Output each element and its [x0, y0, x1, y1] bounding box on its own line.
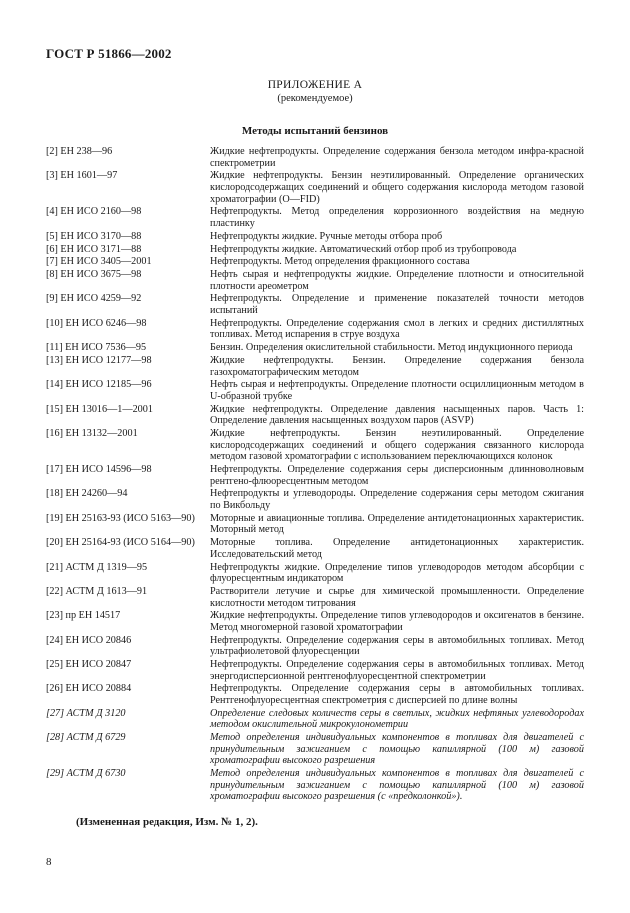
- reference-number: [25] ЕН ИСО 20847: [46, 659, 132, 671]
- reference-title: Нефтепродукты жидкие. Определение типов углеводородов методом абсорбции с флуоресцентным индикатором: [210, 561, 584, 585]
- reference-row: [46, 256, 584, 268]
- reference-row: [46, 404, 584, 427]
- reference-title: Моторные и авиационные топлива. Определение антидетонационных характеристик. Моторный метод: [210, 512, 584, 536]
- reference-title: Метод определения индивидуальных компонентов в топливах для двигателей с принудительным зажиганием с помощью капиллярной (100 м) газовой хроматографии высокого разрешения: [210, 732, 584, 767]
- appendix-subtitle: (рекомендуемое): [277, 93, 353, 104]
- reference-row: [46, 768, 584, 803]
- reference-title: Жидкие нефтепродукты. Определение содержания бензола методом инфра-красной спектрометрии: [210, 146, 584, 169]
- reference-number: [22] АСТМ Д 1613—91: [46, 585, 148, 597]
- reference-title: Определение следовых количеств серы в светлых, жидких нефтяных углеводородах методом окислительной микрокулонометрии: [210, 707, 584, 731]
- reference-row: [46, 428, 584, 463]
- reference-title: Нефтепродукты и углеводороды. Определение содержания серы методом сжигания по Викбольду: [210, 488, 584, 512]
- reference-number: [2] ЕН 238—96: [46, 146, 113, 157]
- reference-row: [46, 708, 584, 731]
- page-number: 8: [46, 856, 52, 868]
- reference-row: [46, 318, 584, 341]
- reference-title: Жидкие нефтепродукты. Определение типов углеводородов и оксигенатов в бензине. Метод многомерной газовой хроматографии: [210, 610, 584, 633]
- section-title: Методы испытаний бензинов: [241, 125, 389, 137]
- reference-title: Жидкие нефтепродукты. Бензин неэтилированный. Определение органических кислородсодержащих соединений и общего содержания кислорода методом газовой хроматографии (O—FID): [210, 170, 584, 205]
- reference-number: [21] АСТМ Д 1319—95: [46, 561, 148, 573]
- reference-number: [8] ЕН ИСО 3675—98: [46, 269, 142, 281]
- reference-number: [23] пр ЕН 14517: [46, 610, 121, 622]
- reference-title: Нефтепродукты. Метод определения фракционного состава: [210, 256, 470, 268]
- reference-number: [9] ЕН ИСО 4259—92: [46, 293, 142, 305]
- reference-title: Нефтепродукты жидкие. Ручные методы отбора проб: [210, 230, 443, 242]
- reference-number: [26] ЕН ИСО 20884: [46, 683, 132, 695]
- reference-number: [27] АСТМ Д 3120: [46, 707, 126, 719]
- reference-title: Жидкие нефтепродукты. Определение давления насыщенных паров. Часть 1: Определение давления насыщенных воздухом паров (ASVP): [210, 403, 584, 427]
- reference-number: [19] ЕН 25163-93 (ИСО 5163—90): [46, 512, 195, 524]
- reference-title: Нефтепродукты. Метод определения коррозионного воздействия на медную пластинку: [210, 206, 584, 229]
- reference-title: Метод определения индивидуальных компонентов в топливах для двигателей с принудительным зажиганием с помощью капиллярной (100 м) газовой хроматографии высокого разрешения (с «предколонкой»).: [210, 768, 584, 803]
- reference-number: [29] АСТМ Д 6730: [46, 768, 126, 780]
- reference-number: [15] ЕН 13016—1—2001: [46, 403, 153, 415]
- reference-row: [46, 659, 584, 682]
- reference-number: [28] АСТМ Д 6729: [46, 732, 126, 744]
- reference-row: [46, 206, 584, 229]
- reference-number: [10] ЕН ИСО 6246—98: [46, 317, 147, 329]
- reference-row: [46, 488, 584, 511]
- reference-number: [4] ЕН ИСО 2160—98: [46, 206, 142, 218]
- reference-number: [6] ЕН ИСО 3171—88: [46, 243, 142, 255]
- reference-title: Моторные топлива. Определение антидетонационных характеристик. Исследовательский метод: [210, 537, 584, 560]
- reference-title: Жидкие нефтепродукты. Бензин неэтилированный. Определение кислородсодержащих соединений и общего содержания связанного кислорода методом газовой хроматографии с использованием переключающихся колонок: [210, 428, 584, 463]
- reference-title: Нефтепродукты. Определение содержания серы в автомобильных топливах. Метод энергодисперсионной рентгенофлуоресцентной спектрометрии: [210, 659, 584, 682]
- reference-row: [46, 244, 584, 256]
- reference-number: [20] ЕН 25164-93 (ИСО 5164—90): [46, 537, 195, 549]
- reference-title: Нефть сырая и нефтепродукты жидкие. Определение плотности и относительной плотности ареометром: [210, 269, 584, 292]
- reference-number: [3] ЕН 1601—97: [46, 170, 118, 182]
- reference-row: [46, 269, 584, 292]
- reference-title: Растворители летучие и сырье для химической промышленности. Определение кислотности методом титрования: [210, 585, 584, 609]
- reference-row: [46, 562, 584, 585]
- reference-row: [46, 537, 584, 560]
- reference-row: [46, 231, 584, 243]
- reference-title: Нефтепродукты. Определение содержания серы дисперсионным длинноволновым рентгено-флюоресцентным методом: [210, 464, 584, 487]
- reference-row: [46, 342, 584, 354]
- reference-title: Бензин. Определения окислительной стабильности. Метод индукционного периода: [210, 342, 573, 354]
- reference-number: [24] ЕН ИСО 20846: [46, 634, 132, 646]
- reference-row: [46, 683, 584, 706]
- appendix-title: ПРИЛОЖЕНИЕ А: [267, 79, 363, 91]
- reference-number: [11] ЕН ИСО 7536—95: [46, 342, 147, 354]
- reference-title: Нефтепродукты. Определение содержания серы в автомобильных топливах. Рентгенофлуоресцентная спектрометрия с дисперсией по длине волны: [210, 683, 584, 707]
- reference-number: [13] ЕН ИСО 12177—98: [46, 354, 152, 366]
- reference-row: [46, 293, 584, 316]
- document-header: ГОСТ Р 51866—2002: [46, 46, 172, 61]
- reference-number: [16] ЕН 13132—2001: [46, 428, 138, 440]
- reference-title: Нефтепродукты. Определение содержания серы в автомобильных топливах. Метод ультрафиолетовой флуоресценции: [210, 634, 584, 658]
- reference-row: [46, 610, 584, 633]
- reference-row: [46, 355, 584, 378]
- reference-row: [46, 635, 584, 658]
- amendment-note: (Измененная редакция, Изм. № 1, 2).: [76, 816, 258, 828]
- reference-row: [46, 586, 584, 609]
- reference-title: Нефтепродукты. Определение и применение показателей точности методов испытаний: [210, 293, 584, 317]
- reference-title: Нефтепродукты жидкие. Автоматический отбор проб из трубопровода: [210, 243, 517, 255]
- reference-number: [17] ЕН ИСО 14596—98: [46, 464, 152, 476]
- reference-row: [46, 146, 584, 169]
- reference-number: [7] ЕН ИСО 3405—2001: [46, 256, 152, 268]
- reference-number: [5] ЕН ИСО 3170—88: [46, 230, 142, 242]
- reference-list: [46, 146, 584, 803]
- reference-title: Жидкие нефтепродукты. Бензин. Определение содержания бензола газохроматографическим методом: [210, 354, 584, 378]
- reference-row: [46, 170, 584, 205]
- reference-number: [14] ЕН ИСО 12185—96: [46, 379, 152, 391]
- reference-number: [18] ЕН 24260—94: [46, 488, 128, 500]
- reference-row: [46, 379, 584, 402]
- reference-row: [46, 732, 584, 767]
- reference-row: [46, 513, 584, 536]
- reference-title: Нефть сырая и нефтепродукты. Определение плотности осциллиционным методом в U-образной трубке: [210, 379, 584, 402]
- reference-title: Нефтепродукты. Определение содержания смол в легких и средних дистиллятных топливах. Метод испарения в струе воздуха: [210, 317, 584, 341]
- reference-row: [46, 464, 584, 487]
